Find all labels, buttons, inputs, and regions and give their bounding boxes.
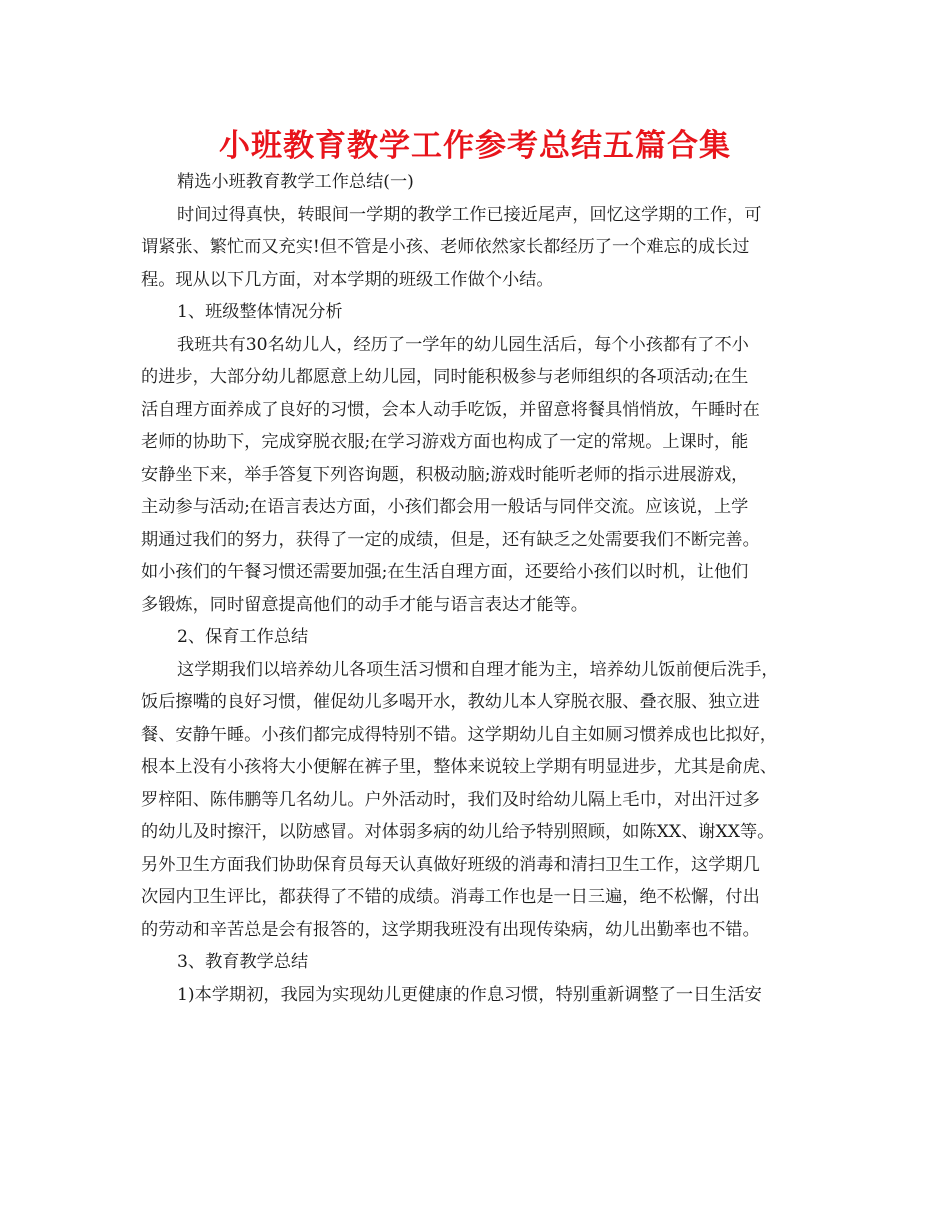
text-line: 3、教育教学总结 (177, 952, 309, 972)
text-line: 期通过我们的努力，获得了一定的成绩，但是，还有缺乏之处需要我们不断完善。 (141, 529, 760, 550)
text-line: 老师的协助下，完成穿脱衣服;在学习游戏方面也构成了一定的常规。上课时，能 (141, 432, 749, 452)
text-line: 如小孩们的午餐习惯还需要加强;在生活自理方面，还要给小孩们以时机，让他们 (141, 562, 749, 582)
document-title: 小班教育教学工作参考总结五篇合集 (219, 128, 731, 164)
text-line: 活自理方面养成了良好的习惯，会本人动手吃饭，并留意将餐具悄悄放，午睡时在 (141, 399, 760, 420)
text-line: 安静坐下来，举手答复下列咨询题，积极动脑;游戏时能听老师的指示进展游戏， (141, 464, 749, 485)
text-line: 精选小班教育教学工作总结(一) (177, 172, 414, 192)
text-line: 多锻炼，同时留意提高他们的动手才能与语言表达才能等。 (141, 594, 588, 615)
text-line: 饭后擦嘴的良好习惯，催促幼儿多喝开水，教幼儿本人穿脱衣服、叠衣服、独立进 (141, 692, 760, 712)
text-line: 我班共有30名幼儿人，经历了一学年的幼儿园生活后，每个小孩都有了不小 (177, 334, 749, 355)
text-line: 根本上没有小孩将大小便解在裤子里，整体来说较上学期有明显进步，尤其是俞虎、 (141, 757, 777, 777)
text-line: 谓紧张、繁忙而又充实!但不管是小孩、老师依然家长都经历了一个难忘的成长过 (141, 237, 750, 257)
text-line: 主动参与活动;在语言表达方面，小孩们都会用一般话与同伴交流。应该说，上学 (141, 497, 749, 517)
text-line: 的进步，大部分幼儿都愿意上幼儿园，同时能积极参与老师组织的各项活动;在生 (141, 367, 749, 387)
text-line: 餐、安静午睡。小孩们都完成得特别不错。这学期幼儿自主如厕习惯养成也比拟好， (141, 724, 777, 745)
text-line: 的劳动和辛苦总是会有报答的，这学期我班没有出现传染病，幼儿出勤率也不错。 (141, 919, 760, 940)
text-line: 2、保育工作总结 (177, 627, 309, 647)
text-line: 的幼儿及时擦汗，以防感冒。对体弱多病的幼儿给予特别照顾，如陈XX、谢XX等。 (141, 822, 775, 842)
text-line: 程。现从以下几方面，对本学期的班级工作做个小结。 (141, 269, 554, 290)
text-line: 这学期我们以培养幼儿各项生活习惯和自理才能为主，培养幼儿饭前便后洗手， (177, 659, 779, 680)
text-line: 1)本学期初，我园为实现幼儿更健康的作息习惯，特别重新调整了一日生活安 (177, 984, 762, 1005)
document-body (141, 166, 831, 1011)
text-line: 罗梓阳、陈伟鹏等几名幼儿。户外活动时，我们及时给幼儿隔上毛巾，对出汗过多 (141, 789, 760, 810)
text-line: 次园内卫生评比，都获得了不错的成绩。消毒工作也是一日三遍，绝不松懈，付出 (141, 887, 760, 907)
text-line: 另外卫生方面我们协助保育员每天认真做好班级的消毒和清扫卫生工作，这学期几 (141, 854, 760, 875)
text-line: 时间过得真快，转眼间一学期的教学工作已接近尾声，回忆这学期的工作，可 (177, 204, 762, 225)
text-line: 1、班级整体情况分析 (177, 302, 343, 322)
